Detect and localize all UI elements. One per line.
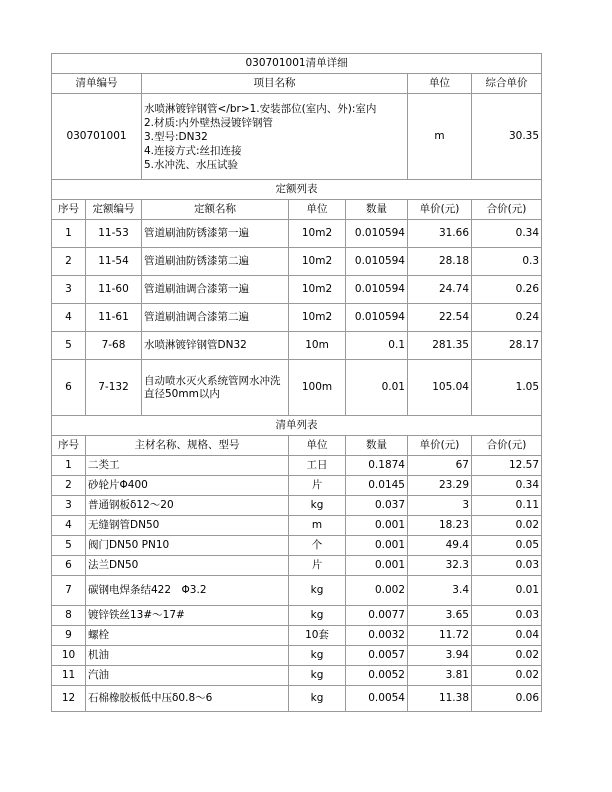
material-total-cell: 0.02	[472, 516, 542, 536]
quota-no-cell: 6	[52, 360, 86, 416]
item-code: 030701001	[52, 94, 142, 180]
quota-header-cell: 合价(元)	[472, 200, 542, 220]
quota-code-cell: 11-54	[86, 248, 142, 276]
material-qty-cell: 0.0077	[346, 606, 408, 626]
material-total-cell: 0.02	[472, 646, 542, 666]
bill-detail-table	[51, 53, 542, 712]
quota-code-cell: 7-132	[86, 360, 142, 416]
quota-name-cell: 自动喷水灭火系统管网水冲洗直径50mm以内	[142, 360, 289, 416]
material-unit-cell: kg	[289, 496, 346, 516]
material-no-cell: 12	[52, 686, 86, 712]
quota-unit-cell: 10m2	[289, 276, 346, 304]
quota-row	[52, 220, 542, 248]
item-price: 30.35	[472, 94, 542, 180]
quota-header-cell: 单位	[289, 200, 346, 220]
quota-row	[52, 304, 542, 332]
material-row	[52, 606, 542, 626]
quota-total-cell: 0.24	[472, 304, 542, 332]
quota-code-cell: 11-53	[86, 220, 142, 248]
quota-section-title: 定额列表	[52, 180, 542, 200]
material-price-cell: 23.29	[408, 476, 472, 496]
material-name-cell: 二类工	[86, 456, 289, 476]
material-price-cell: 3.65	[408, 606, 472, 626]
material-qty-cell: 0.001	[346, 556, 408, 576]
quota-name-cell: 管道刷油防锈漆第一遍	[142, 220, 289, 248]
material-header-cell: 主材名称、规格、型号	[86, 436, 289, 456]
quota-section	[52, 180, 542, 416]
material-price-cell: 3	[408, 496, 472, 516]
material-no-cell: 1	[52, 456, 86, 476]
material-qty-cell: 0.0052	[346, 666, 408, 686]
material-price-cell: 11.38	[408, 686, 472, 712]
header-unit: 单位	[408, 74, 472, 94]
material-row	[52, 476, 542, 496]
material-total-cell: 0.04	[472, 626, 542, 646]
item-unit: m	[408, 94, 472, 180]
material-header-cell: 合价(元)	[472, 436, 542, 456]
material-qty-cell: 0.0054	[346, 686, 408, 712]
material-row	[52, 646, 542, 666]
quota-qty-cell: 0.01	[346, 360, 408, 416]
material-no-cell: 9	[52, 626, 86, 646]
quota-code-cell: 11-61	[86, 304, 142, 332]
material-total-cell: 12.57	[472, 456, 542, 476]
quota-price-cell: 105.04	[408, 360, 472, 416]
material-price-cell: 3.4	[408, 576, 472, 606]
material-price-cell: 11.72	[408, 626, 472, 646]
quota-total-cell: 0.3	[472, 248, 542, 276]
material-total-cell: 0.01	[472, 576, 542, 606]
material-total-cell: 0.11	[472, 496, 542, 516]
material-name-cell: 螺栓	[86, 626, 289, 646]
quota-header-row	[52, 200, 542, 220]
material-no-cell: 6	[52, 556, 86, 576]
quota-no-cell: 4	[52, 304, 86, 332]
material-row	[52, 536, 542, 556]
item-description-line: 水喷淋镀锌钢管</br>1.安装部位(室内、外):室内	[144, 102, 377, 115]
material-name-cell: 法兰DN50	[86, 556, 289, 576]
quota-price-cell: 281.35	[408, 332, 472, 360]
material-name-cell: 碳钢电焊条结422 Φ3.2	[86, 576, 289, 606]
material-header-cell: 序号	[52, 436, 86, 456]
quota-unit-cell: 10m2	[289, 220, 346, 248]
material-name-cell: 阀门DN50 PN10	[86, 536, 289, 556]
material-price-cell: 67	[408, 456, 472, 476]
material-qty-cell: 0.002	[346, 576, 408, 606]
quota-header-cell: 定额名称	[142, 200, 289, 220]
material-row	[52, 556, 542, 576]
quota-price-cell: 24.74	[408, 276, 472, 304]
header-code: 清单编号	[52, 74, 142, 94]
item-description	[142, 94, 408, 180]
quota-unit-cell: 10m	[289, 332, 346, 360]
material-name-cell: 砂轮片Φ400	[86, 476, 289, 496]
material-price-cell: 32.3	[408, 556, 472, 576]
material-unit-cell: 片	[289, 476, 346, 496]
material-no-cell: 4	[52, 516, 86, 536]
quota-name-cell: 管道刷油调合漆第二遍	[142, 304, 289, 332]
material-row	[52, 626, 542, 646]
material-qty-cell: 0.0032	[346, 626, 408, 646]
quota-row	[52, 332, 542, 360]
material-total-cell: 0.03	[472, 556, 542, 576]
material-total-cell: 0.03	[472, 606, 542, 626]
quota-header-cell: 序号	[52, 200, 86, 220]
item-description-line: 5.水冲洗、水压试验	[144, 158, 239, 171]
quota-no-cell: 3	[52, 276, 86, 304]
material-name-cell: 汽油	[86, 666, 289, 686]
material-qty-cell: 0.037	[346, 496, 408, 516]
material-row	[52, 496, 542, 516]
quota-qty-cell: 0.010594	[346, 276, 408, 304]
material-no-cell: 8	[52, 606, 86, 626]
material-unit-cell: kg	[289, 686, 346, 712]
material-name-cell: 无缝钢管DN50	[86, 516, 289, 536]
material-unit-cell: kg	[289, 666, 346, 686]
material-total-cell: 0.02	[472, 666, 542, 686]
quota-total-cell: 0.34	[472, 220, 542, 248]
material-row	[52, 666, 542, 686]
quota-header-cell: 定额编号	[86, 200, 142, 220]
material-qty-cell: 0.001	[346, 516, 408, 536]
quota-no-cell: 2	[52, 248, 86, 276]
quota-name-cell: 管道刷油防锈漆第二遍	[142, 248, 289, 276]
page-title: 030701001清单详细	[52, 54, 542, 74]
quota-total-cell: 0.26	[472, 276, 542, 304]
material-unit-cell: 个	[289, 536, 346, 556]
quota-qty-cell: 0.010594	[346, 248, 408, 276]
material-no-cell: 5	[52, 536, 86, 556]
material-qty-cell: 0.0057	[346, 646, 408, 666]
material-total-cell: 0.05	[472, 536, 542, 556]
item-description-line: 2.材质:内外壁热浸镀锌钢管	[144, 116, 274, 129]
material-no-cell: 2	[52, 476, 86, 496]
quota-name-cell: 水喷淋镀锌钢管DN32	[142, 332, 289, 360]
quota-total-cell: 28.17	[472, 332, 542, 360]
quota-unit-cell: 10m2	[289, 304, 346, 332]
material-name-cell: 镀锌铁丝13#～17#	[86, 606, 289, 626]
quota-row	[52, 360, 542, 416]
material-price-cell: 3.81	[408, 666, 472, 686]
header-name: 项目名称	[142, 74, 408, 94]
material-unit-cell: m	[289, 516, 346, 536]
material-row	[52, 456, 542, 476]
material-unit-cell: kg	[289, 646, 346, 666]
material-row	[52, 576, 542, 606]
material-unit-cell: kg	[289, 606, 346, 626]
quota-no-cell: 5	[52, 332, 86, 360]
quota-row	[52, 248, 542, 276]
material-header-row	[52, 436, 542, 456]
material-total-cell: 0.34	[472, 476, 542, 496]
item-description-line: 3.型号:DN32	[144, 130, 208, 143]
quota-total-cell: 1.05	[472, 360, 542, 416]
material-name-cell: 石棉橡胶板低中压δ0.8～6	[86, 686, 289, 712]
quota-code-cell: 7-68	[86, 332, 142, 360]
header-price: 综合单价	[472, 74, 542, 94]
material-row	[52, 516, 542, 536]
quota-header-cell: 数量	[346, 200, 408, 220]
quota-code-cell: 11-60	[86, 276, 142, 304]
quota-no-cell: 1	[52, 220, 86, 248]
item-description-line: 4.连接方式:丝扣连接	[144, 144, 242, 157]
material-qty-cell: 0.1874	[346, 456, 408, 476]
material-total-cell: 0.06	[472, 686, 542, 712]
material-header-cell: 单位	[289, 436, 346, 456]
material-header-cell: 单价(元)	[408, 436, 472, 456]
quota-qty-cell: 0.010594	[346, 220, 408, 248]
material-unit-cell: kg	[289, 576, 346, 606]
quota-unit-cell: 10m2	[289, 248, 346, 276]
quota-price-cell: 28.18	[408, 248, 472, 276]
material-name-cell: 机油	[86, 646, 289, 666]
material-no-cell: 11	[52, 666, 86, 686]
quota-header-cell: 单价(元)	[408, 200, 472, 220]
material-qty-cell: 0.0145	[346, 476, 408, 496]
material-price-cell: 18.23	[408, 516, 472, 536]
material-name-cell: 普通钢板δ12～20	[86, 496, 289, 516]
material-no-cell: 7	[52, 576, 86, 606]
quota-price-cell: 22.54	[408, 304, 472, 332]
quota-price-cell: 31.66	[408, 220, 472, 248]
material-price-cell: 49.4	[408, 536, 472, 556]
material-row	[52, 686, 542, 712]
quota-qty-cell: 0.010594	[346, 304, 408, 332]
material-section	[52, 416, 542, 712]
material-unit-cell: 片	[289, 556, 346, 576]
material-section-title: 清单列表	[52, 416, 542, 436]
quota-qty-cell: 0.1	[346, 332, 408, 360]
material-qty-cell: 0.001	[346, 536, 408, 556]
material-no-cell: 10	[52, 646, 86, 666]
material-unit-cell: 工日	[289, 456, 346, 476]
material-header-cell: 数量	[346, 436, 408, 456]
quota-unit-cell: 100m	[289, 360, 346, 416]
material-no-cell: 3	[52, 496, 86, 516]
quota-row	[52, 276, 542, 304]
material-price-cell: 3.94	[408, 646, 472, 666]
material-unit-cell: 10套	[289, 626, 346, 646]
quota-name-cell: 管道刷油调合漆第一遍	[142, 276, 289, 304]
